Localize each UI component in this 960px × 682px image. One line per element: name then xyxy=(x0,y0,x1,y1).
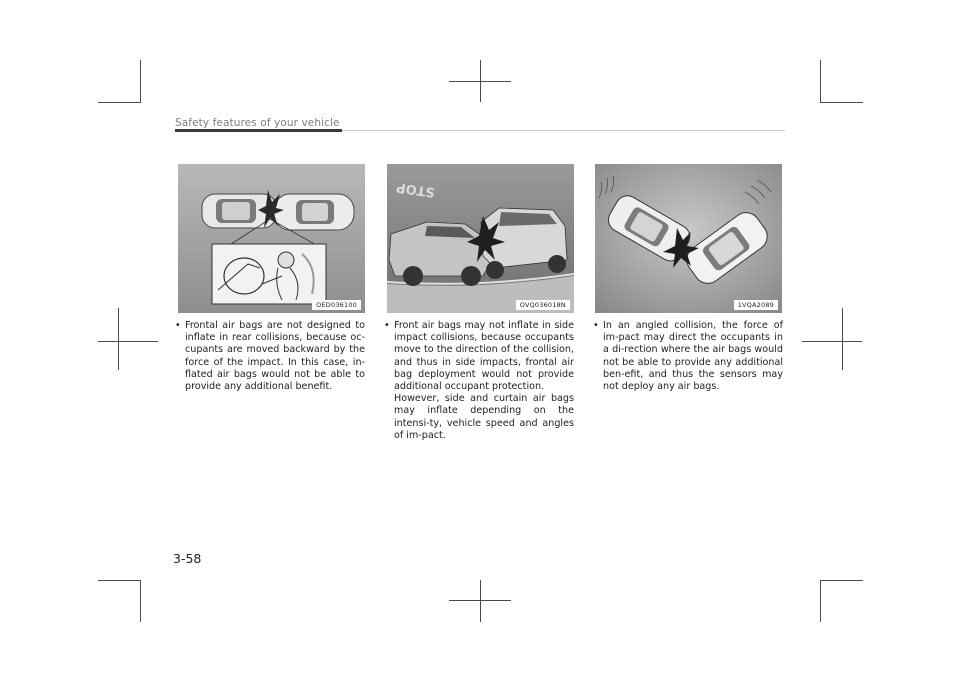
occupant-inset xyxy=(212,244,326,304)
paragraph-text: Frontal air bags are not designed to inflate in rear collisions, because oc-cupants are moved backward by the force of the impact. In this case, in-flated air bags would not be able to provide any additional benefit. xyxy=(185,320,365,393)
angled-collision-illustration xyxy=(595,164,782,313)
crop-mark xyxy=(118,308,119,370)
figure-code: OVQ036018N xyxy=(516,300,570,310)
header-rule xyxy=(342,130,785,131)
paragraph-side-impact xyxy=(384,320,574,442)
page-number: 3-58 xyxy=(173,551,202,566)
crop-mark xyxy=(98,580,141,581)
figure-code: OED036100 xyxy=(312,300,361,310)
crop-mark xyxy=(140,60,141,103)
rear-collision-illustration xyxy=(178,164,365,313)
car-top-view xyxy=(274,194,354,230)
figure-rear-collision xyxy=(178,164,365,313)
crop-mark xyxy=(98,102,141,103)
paragraph-angled-collision xyxy=(593,320,783,393)
bullet: • xyxy=(593,320,599,331)
paragraph-text: In an angled collision, the force of im-pact may direct the occupants in a di-rection where the air bags would not be able to provide any additional ben-efit, and thus the sensors may not deploy any air bags. xyxy=(603,320,783,393)
crop-mark xyxy=(820,580,821,622)
car-side-view xyxy=(389,222,491,286)
figure-angled-collision xyxy=(595,164,782,313)
paragraph-rear-collision xyxy=(175,320,365,393)
paragraph-text: Front air bags may not inflate in side impact collisions, because occupants move to the direction of the collision, and thus in side impacts, frontal air bag deployment would not provide additional occupant protection. xyxy=(394,320,574,393)
figure-code: 1VQA2089 xyxy=(734,300,778,310)
paragraph-continuation: However, side and curtain air bags may inflate depending on the intensi-ty, vehicle speed and angles of im-pact. xyxy=(394,393,574,441)
crop-mark xyxy=(820,60,821,103)
running-header xyxy=(175,117,785,135)
section-title: Safety features of your vehicle xyxy=(175,117,340,129)
crop-mark xyxy=(449,81,511,82)
figure-side-impact xyxy=(387,164,574,313)
crop-mark xyxy=(480,580,481,622)
crop-mark xyxy=(820,102,863,103)
crop-mark xyxy=(802,341,862,342)
road-marking: STOP xyxy=(395,179,436,200)
bullet: • xyxy=(384,320,390,331)
side-impact-illustration xyxy=(387,164,574,313)
crop-mark xyxy=(140,580,141,622)
header-bar xyxy=(175,129,342,132)
crop-mark xyxy=(842,308,843,370)
crop-mark xyxy=(820,580,863,581)
crop-mark xyxy=(98,341,158,342)
bullet: • xyxy=(175,320,181,331)
